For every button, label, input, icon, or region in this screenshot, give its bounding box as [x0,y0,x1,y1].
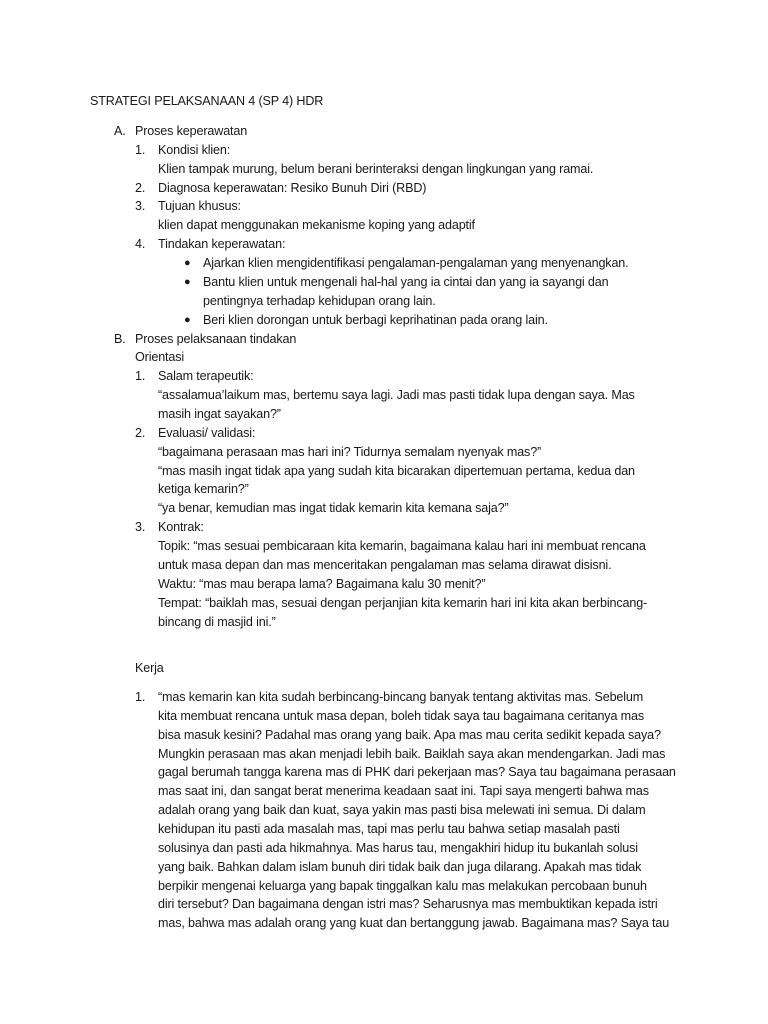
b-item-3-text: Tempat: “baiklah mas, sesuai dengan perjanjian kita kemarin hari ini kita akan berbincang- [158,596,648,610]
section-a-heading: Proses keperawatan [135,124,248,138]
kerja-paragraph-line: mas, bahwa mas adalah orang yang kuat dan bertanggung jawab. Bagaimana mas? Saya tau [158,916,670,931]
b-item-3-heading: Kontrak: [158,520,204,534]
a-item-2-number: 2. [135,181,146,195]
b-item-3-text: untuk masa depan dan mas menceritakan pengalaman mas selama dirawat disisni. [158,558,612,572]
a-item-4-heading: Tindakan keperawatan: [158,237,286,251]
kerja-paragraph-line: berpikir mengenai keluarga yang bapak tinggalkan kalu mas melakukan percobaan bunuh [158,878,647,893]
kerja-paragraph-line: bisa masuk kesini? Padahal mas orang yang baik. Apa mas mau cerita sedikit kepada saya? [158,727,661,742]
b-item-2-text: “bagaimana perasaan mas hari ini? Tidurnya semalam nyenyak mas?” [158,445,542,459]
kerja-paragraph-line: yang baik. Bahkan dalam islam bunuh diri tidak baik dan juga dilarang. Apakah mas tidak [158,859,642,874]
kerja-paragraph-line: kita membuat rencana untuk masa depan, boleh tidak saya tau bagaimana ceritanya mas [158,708,644,723]
a-item-2-heading: Diagnosa keperawatan: Resiko Bunuh Diri (RBD) [158,181,427,195]
kerja-paragraph-line: mas saat ini, dan sangat berat menerima keadaan saat ini. Tapi saya mengerti bahwa mas [158,784,649,799]
a-item-3-number: 3. [135,199,146,213]
bullet-dot: ● [184,276,191,288]
section-b-heading: Proses pelaksanaan tindakan [135,332,297,346]
b-item-1-number: 1. [135,369,146,383]
a-item-1-text: Klien tampak murung, belum berani berinteraksi dengan lingkungan yang ramai. [158,162,594,176]
b-item-2-text: “ya benar, kemudian mas ingat tidak kemarin kita kemana saja?” [158,501,509,515]
bullet-dot: ● [184,314,191,326]
b-item-3-number: 3. [135,520,146,534]
b-item-1-heading: Salam terapeutik: [158,369,254,383]
kerja-paragraph-line: adalah orang yang baik dan kuat, saya yakin mas pasti bisa melewati ini semua. Di dalam [158,803,646,818]
kerja-paragraph-line: Mungkin perasaan mas akan menjadi lebih baik. Baiklah saya akan mendengarkan. Jadi mas [158,746,666,761]
b-item-3-text: Topik: “mas sesuai pembicaraan kita kemarin, bagaimana kalau hari ini membuat rencana [158,539,646,553]
b-item-2-heading: Evaluasi/ validasi: [158,426,256,440]
orientasi-heading: Orientasi [135,350,185,364]
kerja-item-number: 1. [135,690,146,704]
section-b-label: B. [114,332,126,346]
bullet-item-text: Beri klien dorongan untuk berbagi keprihatinan pada orang lain. [203,313,548,327]
bullet-item-text: pentingnya terhadap kehidupan orang lain. [203,294,436,308]
b-item-2-text: “mas masih ingat tidak apa yang sudah kita bicarakan dipertemuan pertama, kedua dan [158,464,635,478]
a-item-1-number: 1. [135,143,146,157]
kerja-paragraph-line: solusinya dan pasti ada hikmahnya. Mas harus tau, mengakhiri hidup itu bukanlah solusi [158,840,638,855]
b-item-3-text: bincang di masjid ini.” [158,615,276,629]
bullet-dot: ● [184,257,191,269]
a-item-3-heading: Tujuan khusus: [158,199,241,213]
kerja-heading: Kerja [135,661,164,675]
kerja-paragraph-line: “mas kemarin kan kita sudah berbincang-bincang banyak tentang aktivitas mas. Sebelum [158,690,644,704]
document-title: STRATEGI PELAKSANAAN 4 (SP 4) HDR [90,94,324,108]
a-item-3-text: klien dapat menggunakan mekanisme koping yang adaptif [158,218,475,232]
bullet-item-text: Bantu klien untuk mengenali hal-hal yang ia cintai dan yang ia sayangi dan [203,275,609,289]
kerja-paragraph-line: diri tersebut? Dan bagaimana dengan istri mas? Seharusnya mas membuktikan kepada istri [158,897,658,912]
b-item-2-number: 2. [135,426,146,440]
bullet-item-text: Ajarkan klien mengidentifikasi pengalaman-pengalaman yang menyenangkan. [203,256,629,270]
kerja-paragraph-line: kehidupan itu pasti ada masalah mas, tapi mas perlu tau bahwa setiap masalah pasti [158,822,620,836]
section-a-label: A. [114,124,126,138]
b-item-3-text: Waktu: “mas mau berapa lama? Bagaimana kalu 30 menit?” [158,577,486,591]
b-item-1-text: “assalamua’laikum mas, bertemu saya lagi. Jadi mas pasti tidak lupa dengan saya. Mas [158,388,635,402]
kerja-paragraph-line: gagal berumah tangga karena mas di PHK dari pekerjaan mas? Saya tau bagaimana perasaan [158,765,676,780]
a-item-4-number: 4. [135,237,146,251]
b-item-2-text: ketiga kemarin?” [158,482,249,496]
a-item-1-heading: Kondisi klien: [158,143,231,157]
b-item-1-text: masih ingat sayakan?” [158,407,281,421]
